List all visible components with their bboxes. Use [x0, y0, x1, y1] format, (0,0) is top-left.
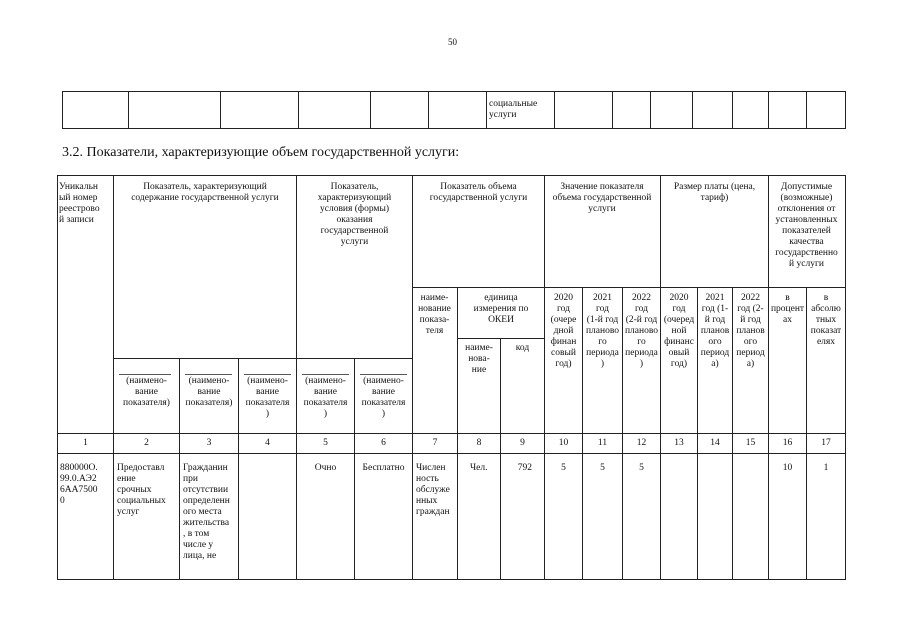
header-content-indicator: Показатель, характеризующий содержание государственной услуги: [131, 182, 279, 203]
header-unit-name: наиме- нова- ние: [465, 343, 493, 375]
column-number: 3: [206, 438, 212, 448]
header-fee-2022: 2022 год (2- й год планов ого период а): [736, 293, 765, 369]
column-number: 8: [476, 438, 482, 448]
header-indicator-name: наиме- нование показа- теля: [418, 293, 451, 336]
column-number: 7: [432, 438, 438, 448]
header-deviation: Допустимые (возможные) отклонения от установленных показателей качества государственно й услуги: [775, 182, 838, 269]
header-parameter-a: (наимено- вание показателя): [123, 376, 170, 408]
section-heading: 3.2. Показатели, характеризующие объем государственной услуги:: [62, 145, 460, 160]
header-deviation-absolute: в абсолю тных показат елях: [810, 293, 842, 347]
column-number: 15: [745, 438, 756, 448]
previous-table-cell-text: социальные услуги: [489, 99, 538, 120]
column-number: 12: [636, 438, 647, 448]
cell-condition-1: Очно: [314, 463, 337, 473]
column-number: 5: [323, 438, 328, 448]
header-fee-2021: 2021 год (1- й год планов ого период а): [700, 293, 730, 369]
cell-record-number: 880000О. 99.0.АЭ2 6АА7500 0: [60, 463, 98, 506]
header-fee-2020: 2020 год (очеред ной финанс овый год): [663, 293, 695, 369]
cell-content-2: Гражданин при отсутствии определенн ого места жительства , в том числе у лица, не: [183, 463, 230, 561]
header-conditions-indicator: Показатель, характеризующий условия (формы) оказания государственной услуги: [317, 182, 392, 247]
cell-value-2022: 5: [639, 463, 644, 473]
header-parameter-c: (наимено- вание показателя ): [245, 376, 290, 419]
header-parameter-b: (наимено- вание показателя): [185, 376, 233, 408]
column-number: 1: [83, 438, 88, 448]
column-number: 10: [558, 438, 569, 448]
cell-unit-name: Чел.: [470, 463, 488, 473]
header-record-number: Уникальн ый номер реестрово й записи: [59, 182, 100, 225]
header-unit-code: код: [515, 343, 530, 353]
column-number: 6: [381, 438, 386, 448]
cell-condition-2: Бесплатно: [362, 463, 405, 473]
column-number: 4: [265, 438, 270, 448]
column-number: 13: [674, 438, 684, 448]
cell-value-2021: 5: [600, 463, 605, 473]
header-year-2021: 2021 год (1-й год планово го периода ): [585, 293, 620, 369]
cell-unit-code: 792: [517, 463, 532, 473]
column-number: 14: [710, 438, 720, 448]
column-number: 16: [782, 438, 793, 448]
cell-deviation-percent: 10: [782, 463, 793, 473]
header-year-2022: 2022 год (2-й год планово го периода ): [624, 293, 659, 369]
page-number: 50: [448, 37, 457, 47]
header-volume-indicator: Показатель объема государственной услуги: [429, 182, 528, 203]
header-fee: Размер платы (цена, тариф): [673, 182, 756, 203]
cell-deviation-absolute: 1: [823, 463, 829, 473]
column-number: 11: [597, 438, 608, 448]
header-deviation-percent: в процент ах: [770, 293, 805, 325]
header-volume-value: Значение показателя объема государственной услуги: [552, 182, 652, 214]
cell-content-1: Предоставл ение срочных социальных услуг: [117, 463, 166, 517]
column-number: 9: [520, 438, 525, 448]
cell-value-2020: 5: [561, 463, 566, 473]
header-parameter-d: (наимено- вание показателя ): [303, 376, 348, 419]
header-parameter-e: (наимено- вание показателя ): [361, 376, 406, 419]
column-number: 2: [144, 438, 149, 448]
column-number: 17: [821, 438, 831, 448]
header-year-2020: 2020 год (очере дной финан совый год): [550, 293, 577, 369]
cell-indicator-name: Числен ность обслуже нных граждан: [416, 463, 450, 517]
header-unit-okei: единица измерения по ОКЕИ: [473, 293, 529, 325]
